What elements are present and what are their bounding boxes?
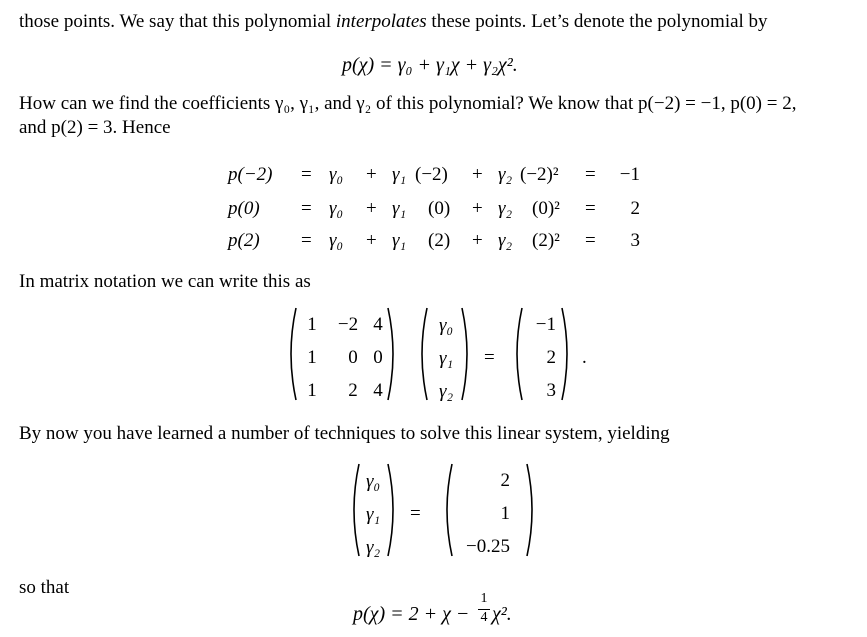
solution-value: −0.25 bbox=[466, 536, 510, 557]
vector-b-entry: −1 bbox=[535, 314, 556, 335]
matrix-a-entry: −2 bbox=[337, 314, 359, 335]
system-rhs: 3 bbox=[630, 230, 640, 251]
left-paren bbox=[510, 306, 524, 402]
matrix-period: . bbox=[582, 347, 587, 368]
final-equation-tail: χ². bbox=[492, 603, 512, 625]
system-plus: + bbox=[366, 198, 377, 219]
system-lhs: p(0) bbox=[228, 198, 260, 219]
system-equals: = bbox=[301, 230, 312, 251]
system-rhs: −1 bbox=[619, 164, 640, 185]
right-paren bbox=[386, 462, 400, 558]
system-equals: = bbox=[585, 164, 596, 185]
solution-equals: = bbox=[410, 503, 421, 524]
paragraph-solution: By now you have learned a number of techniques to solve this linear system, yielding bbox=[19, 423, 670, 444]
paragraph-intro-b: these points. Let’s denote the polynomial by bbox=[426, 11, 768, 32]
left-paren bbox=[415, 306, 429, 402]
system-arg1: (−2) bbox=[415, 164, 448, 185]
paragraph-so-that: so that bbox=[19, 577, 70, 598]
system-plus: + bbox=[366, 230, 377, 251]
system-plus: + bbox=[472, 230, 483, 251]
matrix-a-entry: 1 bbox=[307, 347, 317, 368]
system-plus: + bbox=[472, 164, 483, 185]
paragraph-question-line2: and p(2) = 3. Hence bbox=[19, 117, 171, 138]
matrix-a-entry: 0 bbox=[348, 347, 358, 368]
left-paren bbox=[284, 306, 298, 402]
system-equals: = bbox=[585, 230, 596, 251]
vector-b-entry: 2 bbox=[546, 347, 556, 368]
paragraph-intro-emphasis: interpolates bbox=[335, 11, 427, 32]
system-arg2: (2)² bbox=[532, 230, 560, 251]
paragraph-question-line1: How can we find the coefficients γ₀, γ₁, and γ₂ of this polynomial? We know that p(−2) = −1, p(0) = 2, bbox=[19, 93, 797, 114]
system-gamma0: γ₀ bbox=[329, 230, 344, 251]
solution-x-entry: γ₀ bbox=[365, 471, 381, 492]
fraction-denominator: 4 bbox=[480, 610, 488, 625]
right-paren bbox=[560, 306, 574, 402]
system-arg1: (0) bbox=[428, 198, 451, 219]
system-gamma0: γ₀ bbox=[329, 164, 344, 185]
vector-x-entry: γ₂ bbox=[438, 381, 454, 402]
matrix-a-entry: 1 bbox=[307, 314, 317, 335]
paragraph-matrix-notation: In matrix notation we can write this as bbox=[19, 271, 311, 292]
vector-x-entry: γ₀ bbox=[438, 315, 454, 336]
paragraph-intro-a: those points. We say that this polynomial bbox=[19, 11, 336, 32]
solution-x-entry: γ₁ bbox=[365, 504, 381, 525]
system-equals: = bbox=[585, 198, 596, 219]
system-gamma0: γ₀ bbox=[329, 198, 344, 219]
matrix-equals: = bbox=[484, 347, 495, 368]
system-arg2: (−2)² bbox=[520, 164, 559, 185]
system-plus: + bbox=[472, 198, 483, 219]
polynomial-equation: p(χ) = γ₀ + γ₁χ + γ₂χ². bbox=[342, 54, 518, 76]
matrix-a-entry: 4 bbox=[373, 314, 383, 335]
final-equation-lhs: p(χ) = 2 + χ − bbox=[353, 603, 470, 625]
right-paren bbox=[525, 462, 539, 558]
paragraph-intro bbox=[19, 12, 768, 31]
solution-x-entry: γ₂ bbox=[365, 537, 381, 558]
fraction-numerator: 1 bbox=[480, 591, 488, 606]
solution-value: 2 bbox=[500, 470, 510, 491]
system-arg1: (2) bbox=[428, 230, 451, 251]
system-gamma2: γ₂ bbox=[498, 164, 513, 185]
vector-b-entry: 3 bbox=[546, 380, 556, 401]
vector-x-entry: γ₁ bbox=[438, 348, 454, 369]
matrix-a-entry: 0 bbox=[373, 347, 383, 368]
system-lhs: p(−2) bbox=[228, 164, 273, 185]
system-equals: = bbox=[301, 198, 312, 219]
right-paren bbox=[386, 306, 400, 402]
matrix-a-entry: 1 bbox=[307, 380, 317, 401]
system-gamma1: γ₁ bbox=[392, 230, 407, 251]
system-gamma2: γ₂ bbox=[498, 230, 513, 251]
system-plus: + bbox=[366, 164, 377, 185]
solution-value: 1 bbox=[500, 503, 510, 524]
right-paren bbox=[460, 306, 474, 402]
system-gamma1: γ₁ bbox=[392, 198, 407, 219]
system-equals: = bbox=[301, 164, 312, 185]
system-rhs: 2 bbox=[630, 198, 640, 219]
system-arg2: (0)² bbox=[532, 198, 560, 219]
system-gamma1: γ₁ bbox=[392, 164, 407, 185]
matrix-a-entry: 2 bbox=[348, 380, 358, 401]
matrix-a-entry: 4 bbox=[373, 380, 383, 401]
system-gamma2: γ₂ bbox=[498, 198, 513, 219]
system-lhs: p(2) bbox=[228, 230, 260, 251]
